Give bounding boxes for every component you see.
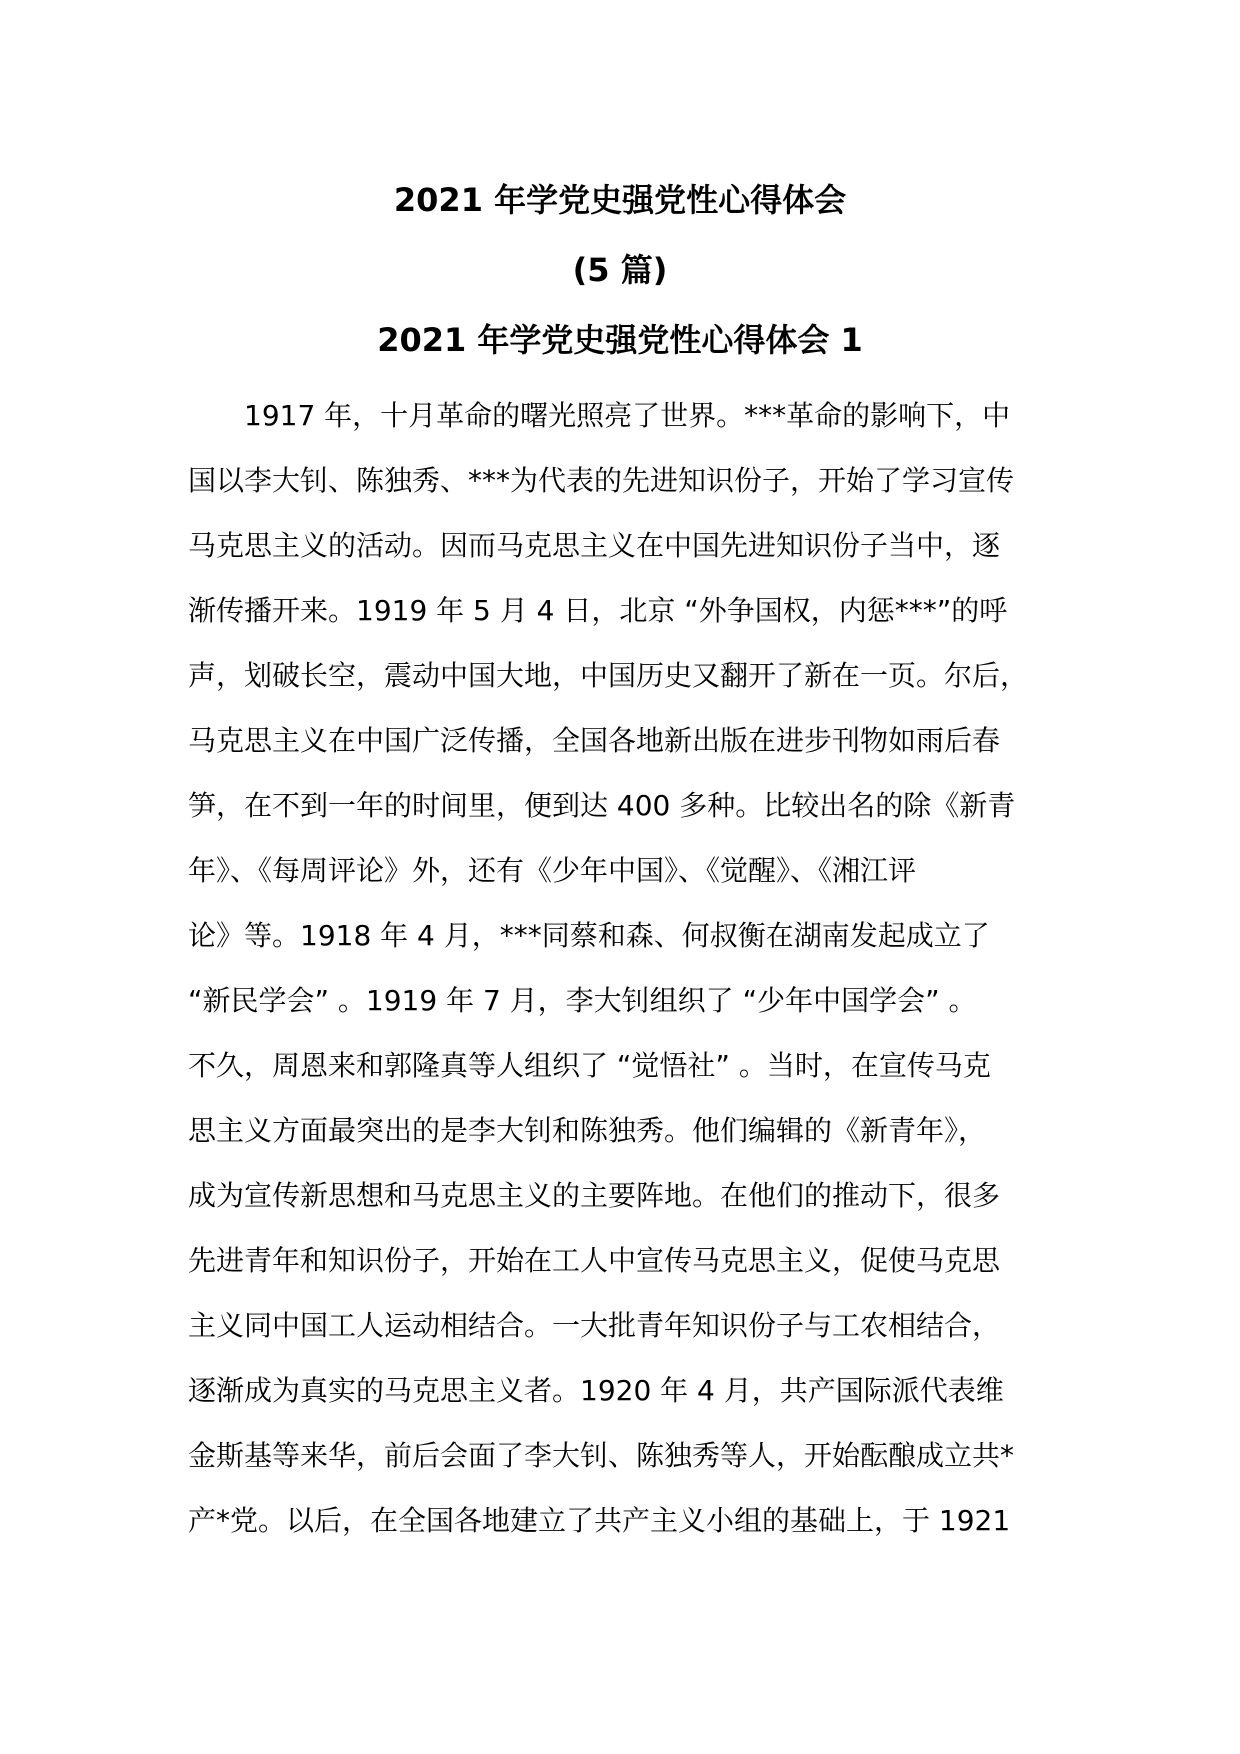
body-line: “新民学会” 。1919 年 7 月，李大钊组织了 “少年中国学会” 。 [188, 984, 977, 1017]
section-heading: 2021 年学党史强党性心得体会 1 [377, 321, 863, 359]
body-line: 马克思主义的活动。因而马克思主义在中国先进知识份子当中，逐 [188, 529, 1001, 562]
body-line: 声，划破长空，震动中国大地，中国历史又翻开了新在一页。尔后， [188, 659, 1029, 692]
body-line: 国以李大钊、陈独秀、***为代表的先进知识份子，开始了学习宣传 [188, 464, 1015, 497]
body-line: 不久，周恩来和郭隆真等人组织了 “觉悟社” 。当时，在宣传马克 [188, 1049, 991, 1082]
body-text [188, 383, 1068, 1553]
body-line: 先进青年和知识份子，开始在工人中宣传马克思主义，促使马克思 [188, 1244, 1001, 1277]
body-line: 年》、《每周评论》外，还有《少年中国》、《觉醒》、《湘江评 [188, 854, 917, 887]
body-line: 1917 年，十月革命的曙光照亮了世界。***革命的影响下，中 [244, 399, 1011, 432]
document-subtitle: (5 篇) [572, 251, 668, 289]
document-title: 2021 年学党史强党性心得体会 [393, 181, 847, 219]
body-line: 思主义方面最突出的是李大钊和陈独秀。他们编辑的《新青年》， [188, 1114, 987, 1147]
body-line: 逐渐成为真实的马克思主义者。1920 年 4 月，共产国际派代表维 [188, 1374, 1004, 1407]
body-line: 渐传播开来。1919 年 5 月 4 日，北京 “外争国权，内惩***”的呼 [188, 594, 1008, 627]
body-line: 笋，在不到一年的时间里，便到达 400 多种。比较出名的除《新青 [188, 789, 1016, 822]
body-line: 金斯基等来华，前后会面了李大钊、陈独秀等人，开始酝酿成立共* [188, 1439, 1015, 1472]
body-line: 马克思主义在中国广泛传播，全国各地新出版在进步刊物如雨后春 [188, 724, 1001, 757]
body-line: 产*党。以后，在全国各地建立了共产主义小组的基础上，于 1921 [188, 1504, 1011, 1537]
body-line: 主义同中国工人运动相结合。一大批青年知识份子与工农相结合， [188, 1309, 1001, 1342]
body-line: 成为宣传新思想和马克思主义的主要阵地。在他们的推动下，很多 [188, 1179, 1001, 1212]
body-line: 论》等。1918 年 4 月，***同蔡和森、何叔衡在湖南发起成立了 [188, 919, 990, 952]
